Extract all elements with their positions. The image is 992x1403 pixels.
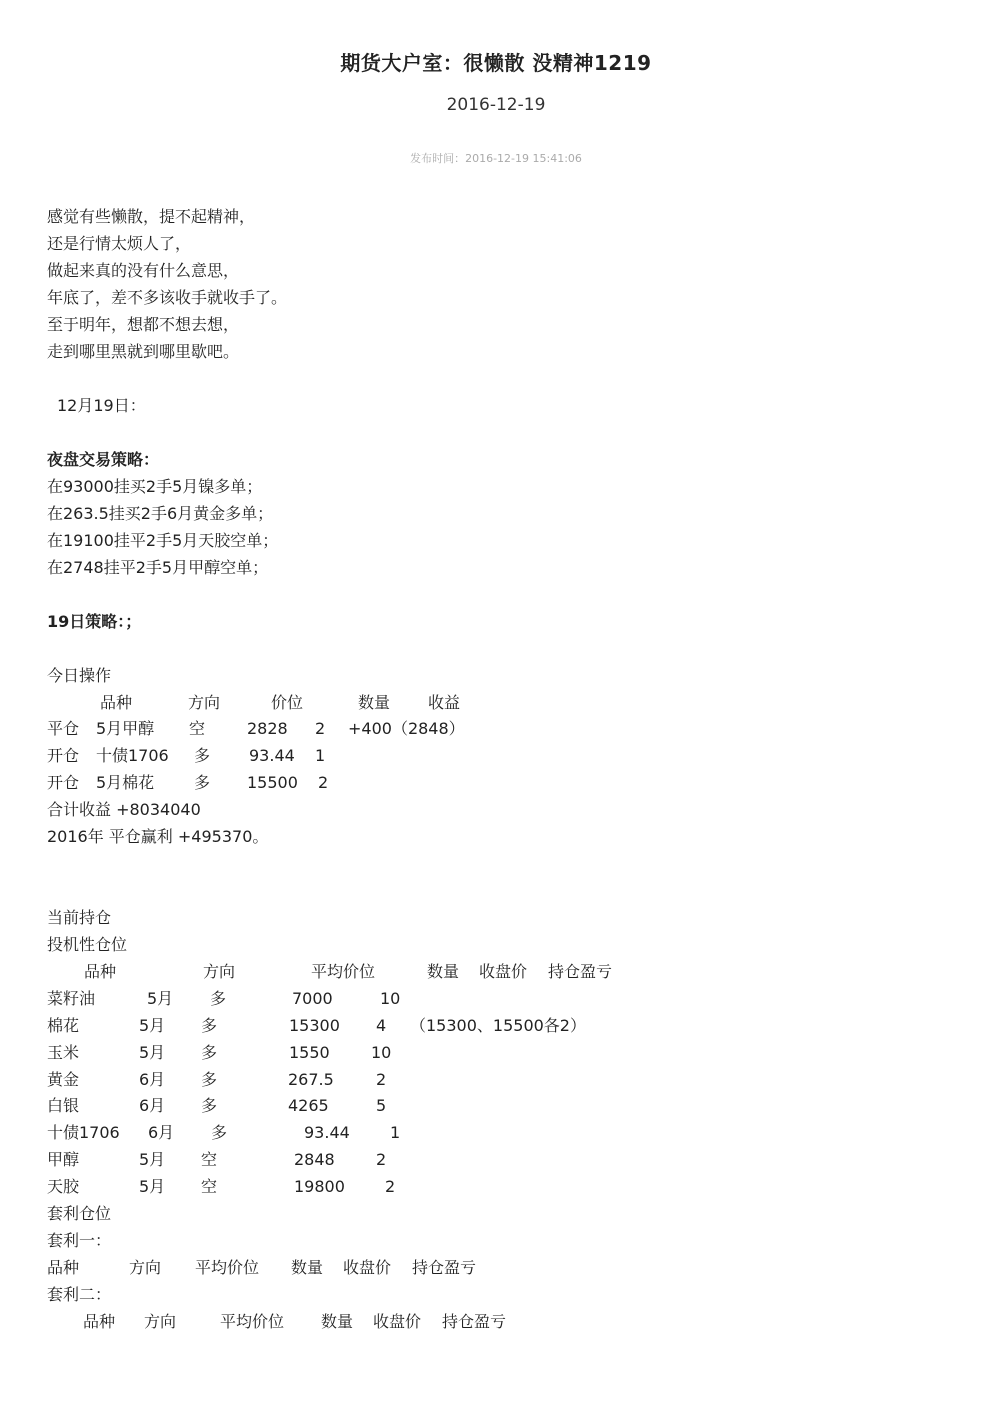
intro-line: 年底了，差不多该收手就收手了。 — [47, 288, 288, 307]
table-cell: 5月 — [139, 1150, 166, 1169]
header-cell: 数量 — [291, 1258, 324, 1277]
publish-time: 发布时间：2016-12-19 15:41:06 — [410, 152, 582, 165]
intro-line: 感觉有些懒散，提不起精神， — [47, 207, 256, 226]
header-cell: 方向 — [144, 1312, 177, 1331]
table-cell: 2 — [318, 773, 329, 792]
strategy-item: 在2748挂平2手5月甲醇空单； — [47, 558, 269, 577]
header-cell: 数量 — [321, 1312, 354, 1331]
table-cell: 2 — [376, 1070, 387, 1089]
table-cell: 1550 — [289, 1043, 330, 1062]
table-cell: 7000 — [292, 989, 333, 1008]
table-cell: 甲醇 — [47, 1150, 80, 1169]
arb2-label: 套利二： — [47, 1285, 112, 1304]
night-strategy-heading: 夜盘交易策略： — [47, 450, 160, 469]
header-cell: 价位 — [271, 693, 304, 712]
total-profit: 合计收益 +8034040 — [47, 800, 201, 819]
table-cell: 2 — [385, 1177, 396, 1196]
positions-heading: 当前持仓 — [47, 908, 112, 927]
table-cell: 多 — [194, 773, 211, 792]
table-cell: 平仓 — [47, 719, 80, 738]
header-cell: 品种 — [100, 693, 133, 712]
table-cell: 93.44 — [249, 746, 295, 765]
table-cell: （15300、15500各2） — [410, 1016, 586, 1035]
table-cell: 6月 — [148, 1123, 175, 1142]
table-cell: 多 — [201, 1096, 218, 1115]
header-cell: 收益 — [428, 693, 461, 712]
table-cell: 15300 — [289, 1016, 340, 1035]
table-cell: 5月 — [139, 1016, 166, 1035]
table-cell: 5月 — [139, 1177, 166, 1196]
table-cell: 玉米 — [47, 1043, 80, 1062]
day-strategy-heading: 19日策略：； — [47, 612, 142, 631]
today-ops-heading: 今日操作 — [47, 666, 112, 685]
table-cell: 5月甲醇 — [96, 719, 155, 738]
table-cell: 19800 — [294, 1177, 345, 1196]
table-cell: 黄金 — [47, 1070, 80, 1089]
header-cell: 平均价位 — [311, 962, 376, 981]
table-cell: 4 — [376, 1016, 387, 1035]
table-cell: 多 — [210, 989, 227, 1008]
table-cell: 10 — [380, 989, 401, 1008]
table-cell: 白银 — [47, 1096, 80, 1115]
table-cell: +400（2848） — [348, 719, 465, 738]
spec-positions-heading: 投机性仓位 — [47, 935, 128, 954]
table-cell: 2828 — [247, 719, 288, 738]
table-cell: 5 — [376, 1096, 387, 1115]
table-cell: 开仓 — [47, 773, 80, 792]
header-cell: 数量 — [358, 693, 391, 712]
table-cell: 93.44 — [304, 1123, 350, 1142]
header-cell: 收盘价 — [343, 1258, 392, 1277]
table-cell: 5月棉花 — [96, 773, 155, 792]
table-cell: 1 — [390, 1123, 401, 1142]
table-cell: 10 — [371, 1043, 392, 1062]
intro-line: 还是行情太烦人了， — [47, 234, 192, 253]
year-profit: 2016年 平仓赢利 +495370。 — [47, 827, 269, 846]
table-cell: 菜籽油 — [47, 989, 96, 1008]
header-cell: 收盘价 — [479, 962, 528, 981]
table-cell: 多 — [201, 1016, 218, 1035]
header-cell: 持仓盈亏 — [548, 962, 613, 981]
article-date: 2016-12-19 — [446, 95, 546, 115]
table-cell: 6月 — [139, 1070, 166, 1089]
table-cell: 2848 — [294, 1150, 335, 1169]
table-cell: 多 — [211, 1123, 228, 1142]
intro-line: 做起来真的没有什么意思， — [47, 261, 240, 280]
table-cell: 棉花 — [47, 1016, 80, 1035]
table-cell: 6月 — [139, 1096, 166, 1115]
table-cell: 267.5 — [288, 1070, 334, 1089]
intro-line: 至于明年，想都不想去想， — [47, 315, 240, 334]
date-heading: 12月19日： — [57, 396, 146, 415]
header-cell: 方向 — [203, 962, 236, 981]
table-cell: 5月 — [147, 989, 174, 1008]
strategy-item: 在93000挂买2手5月镍多单； — [47, 477, 263, 496]
header-cell: 方向 — [188, 693, 221, 712]
table-cell: 十债1706 — [47, 1123, 120, 1142]
header-cell: 平均价位 — [195, 1258, 260, 1277]
arb1-label: 套利一： — [47, 1231, 112, 1250]
table-cell: 多 — [201, 1070, 218, 1089]
table-cell: 5月 — [139, 1043, 166, 1062]
intro-line: 走到哪里黑就到哪里歇吧。 — [47, 342, 240, 361]
table-cell: 2 — [376, 1150, 387, 1169]
table-cell: 多 — [201, 1043, 218, 1062]
header-cell: 方向 — [129, 1258, 162, 1277]
header-cell: 平均价位 — [220, 1312, 285, 1331]
table-cell: 4265 — [288, 1096, 329, 1115]
table-cell: 天胶 — [47, 1177, 80, 1196]
table-cell: 开仓 — [47, 746, 80, 765]
header-cell: 持仓盈亏 — [412, 1258, 477, 1277]
strategy-item: 在263.5挂买2手6月黄金多单； — [47, 504, 274, 523]
header-cell: 收盘价 — [373, 1312, 422, 1331]
header-cell: 持仓盈亏 — [442, 1312, 507, 1331]
arb-heading: 套利仓位 — [47, 1204, 112, 1223]
header-cell: 数量 — [427, 962, 460, 981]
table-cell: 十债1706 — [96, 746, 169, 765]
table-cell: 1 — [315, 746, 326, 765]
header-cell: 品种 — [84, 962, 117, 981]
table-cell: 空 — [201, 1177, 218, 1196]
table-cell: 多 — [194, 746, 211, 765]
table-cell: 15500 — [247, 773, 298, 792]
table-cell: 空 — [189, 719, 206, 738]
strategy-item: 在19100挂平2手5月天胶空单； — [47, 531, 279, 550]
table-cell: 空 — [201, 1150, 218, 1169]
article-title: 期货大户室：很懒散 没精神1219 — [340, 51, 652, 75]
table-cell: 2 — [315, 719, 326, 738]
header-cell: 品种 — [47, 1258, 80, 1277]
header-cell: 品种 — [83, 1312, 116, 1331]
